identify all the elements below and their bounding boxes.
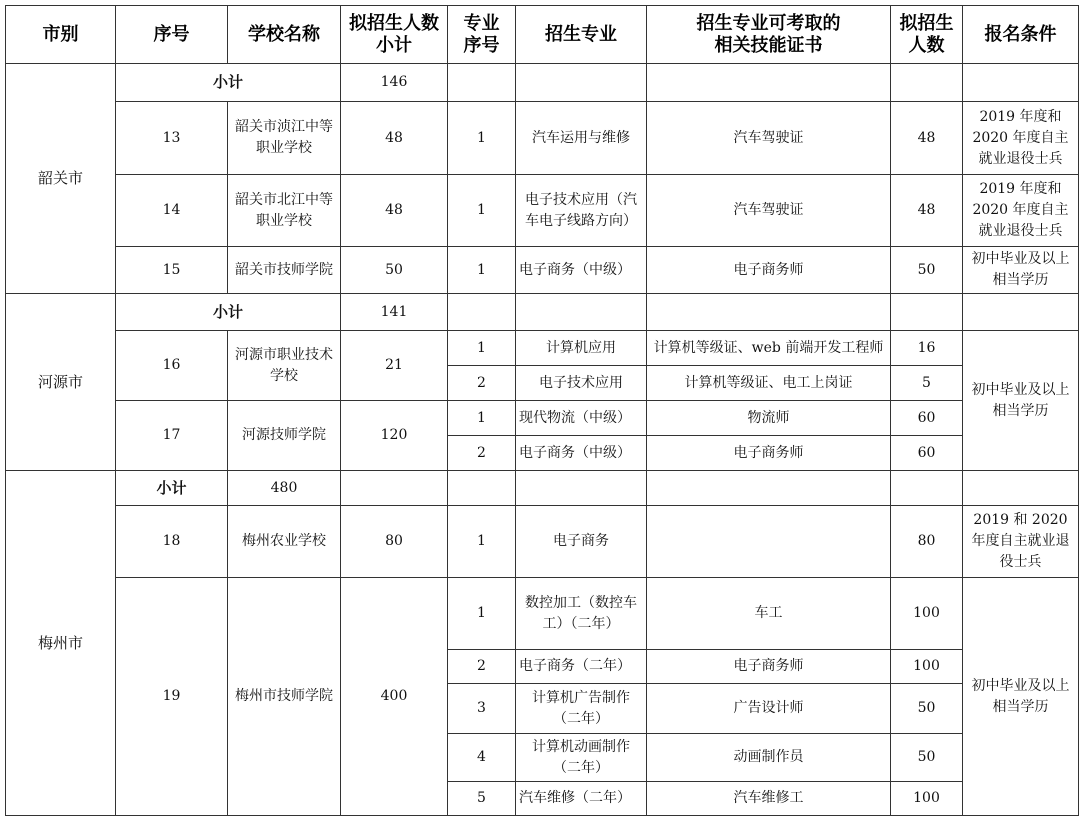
major-no: 1 xyxy=(448,401,516,436)
major-count: 5 xyxy=(891,366,963,401)
major-name: 电子商务（中级） xyxy=(516,247,647,294)
header-quota: 拟招生人数 小计 xyxy=(341,6,448,64)
school-quota: 48 xyxy=(341,102,448,175)
major-cert: 电子商务师 xyxy=(647,436,891,471)
subtotal-label: 小计 xyxy=(116,471,228,506)
header-row xyxy=(6,6,1079,64)
subtotal-row xyxy=(6,471,1079,506)
major-no: 1 xyxy=(448,331,516,366)
school-seq: 13 xyxy=(116,102,228,175)
major-name: 现代物流（中级） xyxy=(516,401,647,436)
major-name: 数控加工（数控车工）（二年） xyxy=(516,578,647,650)
header-major: 招生专业 xyxy=(516,6,647,64)
city-cell: 韶关市 xyxy=(6,64,116,294)
major-cert: 计算机等级证、web 前端开发工程师 xyxy=(647,331,891,366)
major-no: 5 xyxy=(448,782,516,816)
city-cell: 河源市 xyxy=(6,294,116,471)
header-school: 学校名称 xyxy=(228,6,341,64)
major-no: 3 xyxy=(448,684,516,734)
school-quota: 80 xyxy=(341,506,448,578)
condition-cell: 2019 和 2020 年度自主就业退役士兵 xyxy=(963,506,1079,578)
major-name: 计算机应用 xyxy=(516,331,647,366)
major-count: 48 xyxy=(891,102,963,175)
major-name: 电子技术应用 xyxy=(516,366,647,401)
condition-cell: 初中毕业及以上相当学历 xyxy=(963,578,1079,816)
major-count: 50 xyxy=(891,734,963,782)
school-name: 韶关市浈江中等职业学校 xyxy=(228,102,341,175)
school-quota: 21 xyxy=(341,331,448,401)
school-name: 梅州市技师学院 xyxy=(228,578,341,816)
school-seq: 17 xyxy=(116,401,228,471)
school-name: 河源技师学院 xyxy=(228,401,341,471)
school-seq: 15 xyxy=(116,247,228,294)
major-cert: 汽车驾驶证 xyxy=(647,102,891,175)
school-quota: 48 xyxy=(341,175,448,247)
header-major-seq: 专业 序号 xyxy=(448,6,516,64)
major-cert xyxy=(647,506,891,578)
major-count: 100 xyxy=(891,578,963,650)
major-no: 4 xyxy=(448,734,516,782)
condition-cell: 初中毕业及以上相当学历 xyxy=(963,247,1079,294)
major-cert: 物流师 xyxy=(647,401,891,436)
table-row xyxy=(6,102,1079,175)
major-count: 60 xyxy=(891,401,963,436)
subtotal-value: 480 xyxy=(228,471,341,506)
major-no: 2 xyxy=(448,650,516,684)
subtotal-row xyxy=(6,64,1079,102)
major-no: 1 xyxy=(448,506,516,578)
major-no: 1 xyxy=(448,578,516,650)
major-name: 计算机动画制作（二年） xyxy=(516,734,647,782)
school-seq: 14 xyxy=(116,175,228,247)
subtotal-row xyxy=(6,294,1079,331)
subtotal-label: 小计 xyxy=(116,294,341,331)
school-quota: 400 xyxy=(341,578,448,816)
condition-cell: 初中毕业及以上相当学历 xyxy=(963,331,1079,471)
school-seq: 19 xyxy=(116,578,228,816)
major-no: 2 xyxy=(448,436,516,471)
school-name: 韶关市技师学院 xyxy=(228,247,341,294)
table-row xyxy=(6,506,1079,578)
major-name: 电子技术应用（汽车电子线路方向） xyxy=(516,175,647,247)
header-seq: 序号 xyxy=(116,6,228,64)
subtotal-value: 146 xyxy=(341,64,448,102)
admission-table xyxy=(5,5,1079,816)
school-name: 韶关市北江中等职业学校 xyxy=(228,175,341,247)
major-cert: 计算机等级证、电工上岗证 xyxy=(647,366,891,401)
major-cert: 电子商务师 xyxy=(647,650,891,684)
major-name: 电子商务（中级） xyxy=(516,436,647,471)
condition-cell: 2019 年度和2020 年度自主就业退役士兵 xyxy=(963,175,1079,247)
major-count: 80 xyxy=(891,506,963,578)
major-no: 1 xyxy=(448,102,516,175)
major-cert: 车工 xyxy=(647,578,891,650)
school-quota: 120 xyxy=(341,401,448,471)
major-cert: 动画制作员 xyxy=(647,734,891,782)
major-name: 电子商务 xyxy=(516,506,647,578)
table-row xyxy=(6,401,1079,436)
major-count: 16 xyxy=(891,331,963,366)
table-row xyxy=(6,247,1079,294)
major-count: 48 xyxy=(891,175,963,247)
major-name: 计算机广告制作（二年） xyxy=(516,684,647,734)
subtotal-label: 小计 xyxy=(116,64,341,102)
major-cert: 汽车驾驶证 xyxy=(647,175,891,247)
school-name: 河源市职业技术学校 xyxy=(228,331,341,401)
major-count: 50 xyxy=(891,247,963,294)
major-count: 100 xyxy=(891,650,963,684)
subtotal-value: 141 xyxy=(341,294,448,331)
major-count: 100 xyxy=(891,782,963,816)
condition-cell: 2019 年度和2020 年度自主就业退役士兵 xyxy=(963,102,1079,175)
header-cert: 招生专业可考取的 相关技能证书 xyxy=(647,6,891,64)
school-name: 梅州农业学校 xyxy=(228,506,341,578)
school-seq: 16 xyxy=(116,331,228,401)
table-row xyxy=(6,175,1079,247)
major-cert: 汽车维修工 xyxy=(647,782,891,816)
table-row xyxy=(6,331,1079,366)
major-no: 2 xyxy=(448,366,516,401)
city-cell: 梅州市 xyxy=(6,471,116,816)
major-count: 60 xyxy=(891,436,963,471)
major-cert: 广告设计师 xyxy=(647,684,891,734)
major-name: 汽车维修（二年） xyxy=(516,782,647,816)
header-count: 拟招生 人数 xyxy=(891,6,963,64)
header-city: 市别 xyxy=(6,6,116,64)
header-condition: 报名条件 xyxy=(963,6,1079,64)
school-quota: 50 xyxy=(341,247,448,294)
major-count: 50 xyxy=(891,684,963,734)
major-name: 电子商务（二年） xyxy=(516,650,647,684)
table-row xyxy=(6,578,1079,650)
major-cert: 电子商务师 xyxy=(647,247,891,294)
major-name: 汽车运用与维修 xyxy=(516,102,647,175)
major-no: 1 xyxy=(448,247,516,294)
major-no: 1 xyxy=(448,175,516,247)
school-seq: 18 xyxy=(116,506,228,578)
